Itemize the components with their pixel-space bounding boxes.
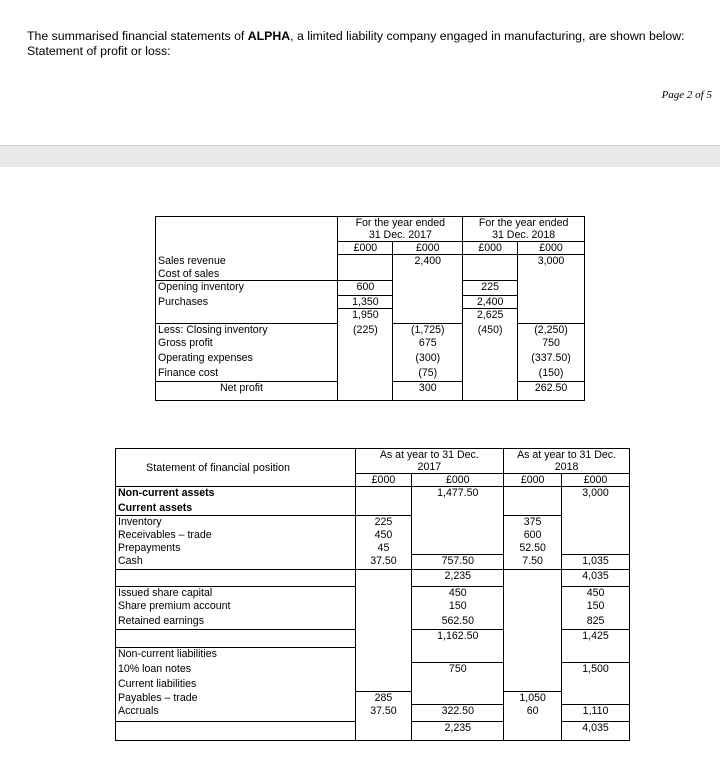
sfp-row: [116, 630, 630, 648]
sfp-cell-b: 1,477.50: [412, 487, 504, 502]
sfp-cell-c: [504, 722, 562, 741]
sfp-row-label: [116, 722, 356, 741]
pl-cell-a: 1,950: [338, 309, 393, 324]
sfp-cell-a: 45: [355, 542, 412, 555]
sfp-row: [116, 516, 630, 529]
sfp-cell-d: 450: [562, 587, 630, 600]
sfp-cell-c: [504, 502, 562, 516]
pl-cell-d: 750: [518, 337, 585, 352]
sfp-row: [116, 600, 630, 615]
sfp-cell-d: [562, 648, 630, 663]
sfp-cell-b: [412, 502, 504, 516]
pl-cell-c: 2,625: [463, 309, 518, 324]
pl-cell-a: [338, 367, 393, 382]
pl-cell-d: 262.50: [518, 382, 585, 401]
pl-cell-c: [463, 268, 518, 281]
sfp-cell-a: [355, 648, 412, 663]
pl-cell-b: [393, 268, 463, 281]
pl-cell-a: [338, 337, 393, 352]
sfp-cell-d: 3,000: [562, 487, 630, 502]
sfp-cell-d: [562, 692, 630, 705]
pl-cell-c: [463, 255, 518, 268]
pl-row: [156, 337, 585, 352]
sfp-cell-b: 2,235: [412, 722, 504, 741]
sfp-cell-a: [355, 615, 412, 630]
sfp-cell-a: 37.50: [355, 555, 412, 570]
pl-row: [156, 255, 585, 268]
sfp-cell-d: [562, 502, 630, 516]
sfp-row-label: Receivables – trade: [116, 529, 356, 542]
sfp-row-label: Non-current liabilities: [116, 648, 356, 663]
sfp-row: [116, 678, 630, 692]
pl-cell-b: 675: [393, 337, 463, 352]
pl-row-label: Net profit: [156, 382, 338, 401]
pl-row: [156, 367, 585, 382]
sfp-cell-c: 1,050: [504, 692, 562, 705]
sfp-cell-b: 2,235: [412, 570, 504, 587]
sfp-cell-a: [355, 722, 412, 741]
pl-row: [156, 324, 585, 337]
unit-label: £000: [338, 242, 393, 255]
sfp-cell-b: [412, 516, 504, 529]
sfp-cell-c: [504, 615, 562, 630]
company-name: ALPHA: [247, 29, 291, 43]
pl-row-label: Finance cost: [156, 367, 338, 382]
sfp-cell-a: [355, 630, 412, 648]
sfp-cell-a: [355, 570, 412, 587]
sfp-cell-d: 150: [562, 600, 630, 615]
pl-cell-d: [518, 296, 585, 309]
sfp-cell-c: [504, 630, 562, 648]
pl-header-2017: For the year ended 31 Dec. 2017: [338, 217, 463, 242]
page-top: [0, 0, 720, 145]
sfp-cell-d: 1,035: [562, 555, 630, 570]
pl-cell-a: [338, 255, 393, 268]
sfp-cell-b: [412, 692, 504, 705]
pl-cell-b: (1,725): [393, 324, 463, 337]
pl-cell-b: [393, 309, 463, 324]
sfp-title: Statement of financial position: [116, 449, 356, 487]
pl-cell-d: (2,250): [518, 324, 585, 337]
sfp-cell-d: [562, 516, 630, 529]
intro-line-1: The summarised financial statements of ALPHA, a limited liability company engaged in manufacturing, are shown below:: [27, 29, 685, 43]
sfp-cell-b: 750: [412, 663, 504, 678]
pl-cell-a: (225): [338, 324, 393, 337]
sfp-cell-d: [562, 678, 630, 692]
sfp-row-label: Share premium account: [116, 600, 356, 615]
sfp-row: [116, 705, 630, 722]
sfp-cell-b: 562.50: [412, 615, 504, 630]
sfp-row: [116, 692, 630, 705]
pl-cell-c: [463, 337, 518, 352]
pl-cell-b: 300: [393, 382, 463, 401]
sfp-cell-c: [504, 587, 562, 600]
pl-row-label: Operating expenses: [156, 352, 338, 367]
sfp-row-label: Accruals: [116, 705, 356, 722]
sfp-cell-d: 1,500: [562, 663, 630, 678]
page-gap: [0, 145, 720, 168]
pl-cell-a: [338, 382, 393, 401]
pl-row: [156, 296, 585, 309]
pl-cell-a: 600: [338, 281, 393, 296]
sfp-row: [116, 587, 630, 600]
sfp-row: [116, 529, 630, 542]
pl-cell-c: 225: [463, 281, 518, 296]
sfp-row-label: Current assets: [116, 502, 356, 516]
sfp-row-label: Non-current assets: [116, 487, 356, 502]
sfp-row: [116, 648, 630, 663]
sfp-row-label: Cash: [116, 555, 356, 570]
pl-cell-b: [393, 281, 463, 296]
intro-text: [27, 29, 717, 59]
sfp-cell-d: [562, 542, 630, 555]
unit-label: £000: [393, 242, 463, 255]
sfp-cell-c: [504, 678, 562, 692]
sfp-cell-a: [355, 678, 412, 692]
pl-cell-b: 2,400: [393, 255, 463, 268]
pl-row-label: Opening inventory: [156, 281, 338, 296]
sfp-row-label: [116, 630, 356, 648]
pl-row: [156, 352, 585, 367]
unit-label: £000: [355, 474, 412, 487]
sfp-cell-a: [355, 487, 412, 502]
pl-row-label: Purchases: [156, 296, 338, 309]
sfp-cell-d: 1,425: [562, 630, 630, 648]
sfp-row-label: Retained earnings: [116, 615, 356, 630]
sfp-cell-a: 450: [355, 529, 412, 542]
pl-cell-c: [463, 382, 518, 401]
sfp-cell-c: 52.50: [504, 542, 562, 555]
sfp-cell-d: 4,035: [562, 722, 630, 741]
pl-row-label: Cost of sales: [156, 268, 338, 281]
pl-row: [156, 268, 585, 281]
sfp-row-label: Issued share capital: [116, 587, 356, 600]
sfp-cell-d: 1,110: [562, 705, 630, 722]
pl-cell-d: [518, 281, 585, 296]
sfp-row: [116, 570, 630, 587]
pl-cell-d: 3,000: [518, 255, 585, 268]
sfp-cell-c: 375: [504, 516, 562, 529]
pl-cell-d: [518, 309, 585, 324]
pl-row-label: Gross profit: [156, 337, 338, 352]
pl-cell-d: (337.50): [518, 352, 585, 367]
sfp-cell-b: [412, 529, 504, 542]
sfp-row: [116, 487, 630, 502]
pl-header-2018: For the year ended 31 Dec. 2018: [463, 217, 585, 242]
pl-cell-c: [463, 352, 518, 367]
sfp-cell-c: 600: [504, 529, 562, 542]
sfp-cell-a: 285: [355, 692, 412, 705]
sfp-cell-b: 1,162.50: [412, 630, 504, 648]
sfp-cell-c: [504, 663, 562, 678]
pl-cell-c: [463, 367, 518, 382]
pl-cell-b: (75): [393, 367, 463, 382]
pl-cell-d: (150): [518, 367, 585, 382]
page-number: Page 2 of 5: [661, 89, 712, 101]
sfp-cell-a: 225: [355, 516, 412, 529]
sfp-row-label: Current liabilities: [116, 678, 356, 692]
pl-cell-c: 2,400: [463, 296, 518, 309]
sfp-cell-c: [504, 570, 562, 587]
sfp-row-label: Payables – trade: [116, 692, 356, 705]
sfp-row: [116, 502, 630, 516]
sfp-cell-b: 450: [412, 587, 504, 600]
sfp-cell-b: 150: [412, 600, 504, 615]
pl-cell-b: [393, 296, 463, 309]
unit-label: £000: [412, 474, 504, 487]
sfp-row-label: [116, 570, 356, 587]
sfp-cell-d: 4,035: [562, 570, 630, 587]
pl-row: [156, 309, 585, 324]
unit-label: £000: [562, 474, 630, 487]
sfp-row: [116, 555, 630, 570]
sfp-cell-b: [412, 678, 504, 692]
intro-line-2: Statement of profit or loss:: [27, 44, 171, 58]
sfp-row-label: Prepayments: [116, 542, 356, 555]
sfp-row-label: 10% loan notes: [116, 663, 356, 678]
sfp-row: [116, 663, 630, 678]
sfp-cell-d: 825: [562, 615, 630, 630]
sfp-row: [116, 542, 630, 555]
sfp-row: [116, 615, 630, 630]
unit-label: £000: [463, 242, 518, 255]
pl-row-label: Less: Closing inventory: [156, 324, 338, 337]
profit-loss-table: [155, 216, 585, 401]
sfp-row-label: Inventory: [116, 516, 356, 529]
sfp-cell-a: [355, 663, 412, 678]
pl-row-label: [156, 309, 338, 324]
unit-label: £000: [504, 474, 562, 487]
pl-cell-c: (450): [463, 324, 518, 337]
sfp-cell-a: [355, 600, 412, 615]
sfp-cell-b: 757.50: [412, 555, 504, 570]
sfp-cell-c: 60: [504, 705, 562, 722]
sfp-cell-b: [412, 648, 504, 663]
page-bottom: [0, 167, 720, 782]
sfp-cell-b: 322.50: [412, 705, 504, 722]
sfp-cell-c: [504, 648, 562, 663]
sfp-header-2017: As at year to 31 Dec. 2017: [355, 449, 504, 474]
sfp-cell-c: 7.50: [504, 555, 562, 570]
sfp-cell-c: [504, 600, 562, 615]
pl-cell-d: [518, 268, 585, 281]
pl-row: [156, 382, 585, 401]
pl-cell-a: [338, 352, 393, 367]
sfp-header-2018: As at year to 31 Dec. 2018: [504, 449, 630, 474]
financial-position-table: [115, 448, 630, 741]
sfp-cell-c: [504, 487, 562, 502]
pl-cell-a: 1,350: [338, 296, 393, 309]
pl-row: [156, 281, 585, 296]
sfp-cell-a: [355, 502, 412, 516]
sfp-cell-b: [412, 542, 504, 555]
pl-row-label: Sales revenue: [156, 255, 338, 268]
sfp-cell-a: 37.50: [355, 705, 412, 722]
unit-label: £000: [518, 242, 585, 255]
sfp-row: [116, 722, 630, 741]
pl-cell-b: (300): [393, 352, 463, 367]
sfp-cell-d: [562, 529, 630, 542]
pl-cell-a: [338, 268, 393, 281]
sfp-cell-a: [355, 587, 412, 600]
